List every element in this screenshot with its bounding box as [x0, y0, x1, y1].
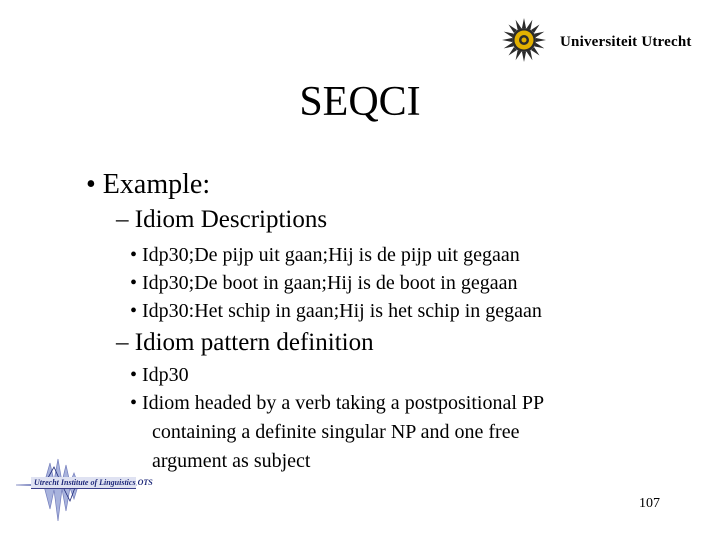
list-item: • Idiom headed by a verb taking a postpositional PP	[130, 392, 545, 414]
university-logo	[488, 16, 720, 64]
list-item: • Idp30:Het schip in gaan;Hij is het schip in gegaan	[130, 300, 542, 322]
page-number: 107	[639, 496, 660, 511]
list-item-continuation: argument as subject	[152, 450, 311, 472]
list-item: • Idp30;De pijp uit gaan;Hij is de pijp uit gegaan	[130, 244, 520, 266]
bullet-example: • Example:	[86, 169, 211, 200]
waveform-icon	[14, 455, 139, 525]
slide-title: SEQCI	[299, 79, 421, 125]
university-seal-icon	[488, 16, 550, 64]
institute-logo	[14, 455, 153, 525]
list-item: • Idp30	[130, 364, 189, 386]
list-item: • Idp30;De boot in gaan;Hij is de boot in gegaan	[130, 272, 518, 294]
section-idiom-descriptions: – Idiom Descriptions	[116, 206, 328, 233]
university-name: Universiteit Utrecht	[560, 34, 692, 50]
institute-logo-text: Utrecht Institute of Linguistics OTS	[31, 477, 136, 489]
list-item-continuation: containing a definite singular NP and one free	[152, 421, 520, 443]
section-idiom-pattern-definition: – Idiom pattern definition	[116, 329, 374, 356]
